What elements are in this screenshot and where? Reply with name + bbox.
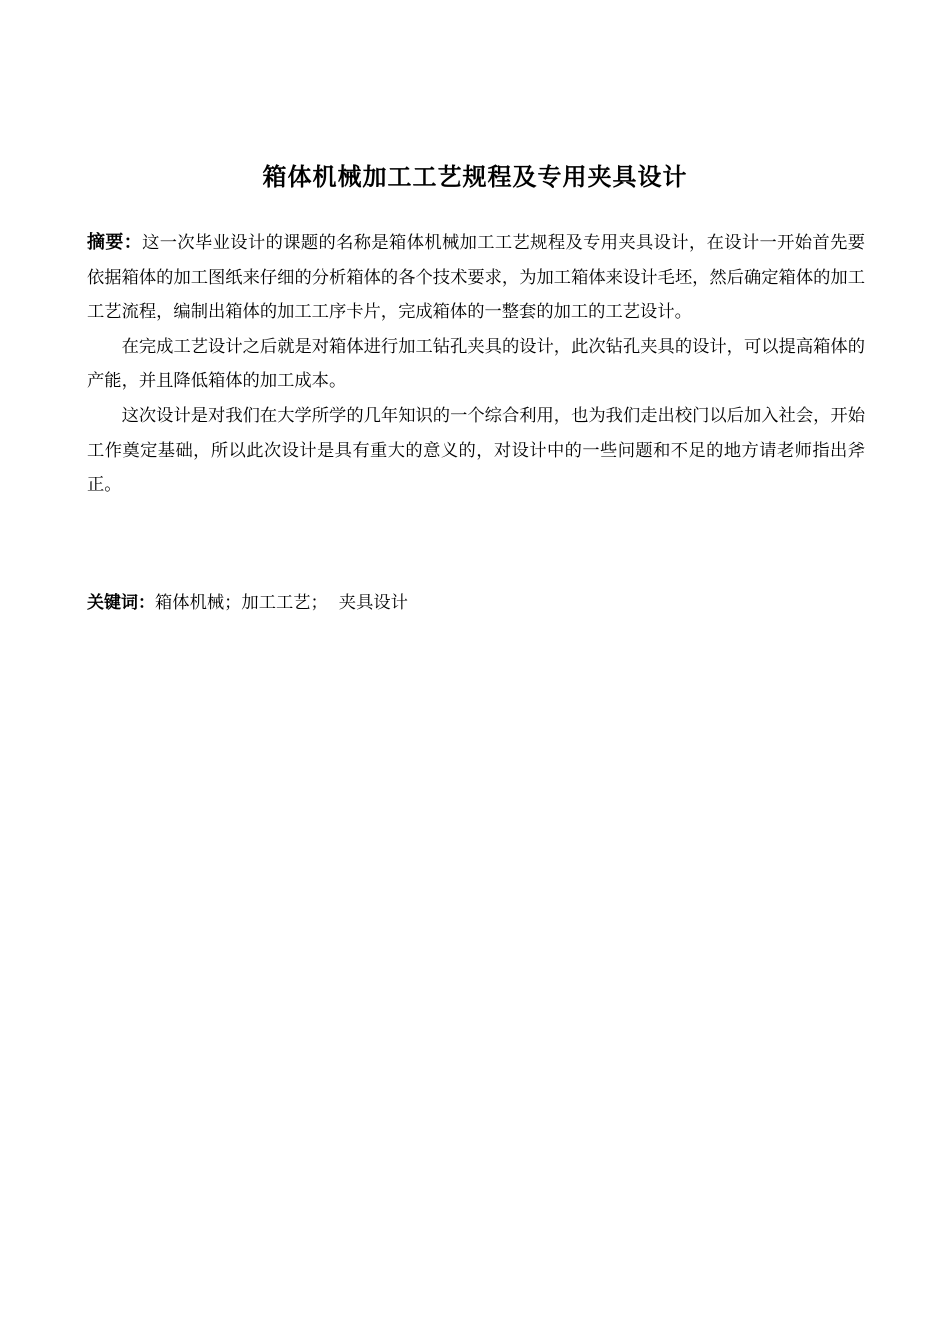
abstract-label: 摘要：	[87, 232, 143, 253]
abstract-section	[87, 226, 865, 503]
abstract-paragraph-2: 在完成工艺设计之后就是对箱体进行加工钻孔夹具的设计，此次钻孔夹具的设计，可以提高箱体的产能，并且降低箱体的加工成本。	[87, 336, 865, 392]
document-title: 箱体机械加工工艺规程及专用夹具设计	[262, 163, 688, 191]
keywords-line	[87, 588, 865, 618]
keywords-label: 关键词：	[87, 593, 155, 613]
abstract-paragraph-1	[87, 226, 865, 330]
abstract-paragraph-3: 这次设计是对我们在大学所学的几年知识的一个综合利用，也为我们走出校门以后加入社会，开始工作奠定基础，所以此次设计是具有重大的意义的，对设计中的一些问题和不足的地方请老师指出斧正。	[87, 405, 865, 496]
abstract-text-1: 这一次毕业设计的课题的名称是箱体机械加工工艺规程及专用夹具设计，在设计一开始首先要依据箱体的加工图纸来仔细的分析箱体的各个技术要求，为加工箱体来设计毛坯，然后确定箱体的加工工艺流程，编制出箱体的加工工序卡片，完成箱体的一整套的加工的工艺设计。	[87, 233, 865, 323]
keywords-value: 箱体机械；加工工艺； 夹具设计	[155, 593, 408, 613]
